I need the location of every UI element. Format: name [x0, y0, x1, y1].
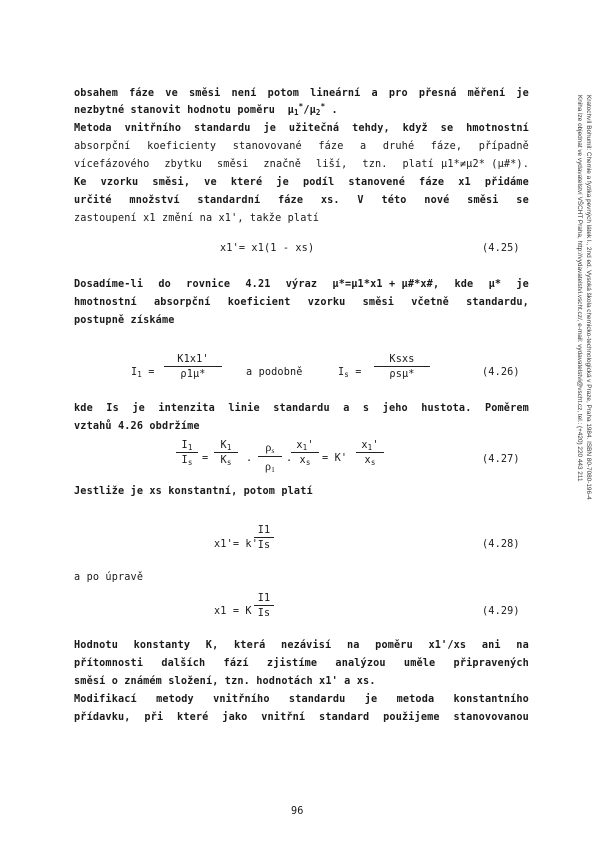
math-symbol: . — [286, 453, 293, 464]
math-sub: 1 — [137, 370, 142, 379]
word: tzn. — [362, 159, 388, 170]
word: když — [402, 123, 428, 134]
word: liší, — [316, 159, 348, 170]
word: se — [440, 123, 454, 134]
word: metody — [156, 694, 194, 705]
word: určité — [74, 195, 112, 206]
fraction-denominator: $\rho_1$ — [264, 459, 276, 474]
text-line: směsí o známém složení, tzn. hodnotách x1' a xs. — [74, 676, 376, 687]
math-symbol: . — [246, 453, 253, 464]
fraction — [254, 525, 274, 551]
word: x1'/xs — [428, 640, 467, 651]
math-sub: s — [344, 370, 349, 379]
word: přesná — [418, 88, 457, 99]
word: standardu, — [466, 297, 529, 308]
fraction — [254, 593, 274, 619]
math-symbol: /μ — [303, 105, 316, 116]
text-line — [74, 141, 529, 152]
equation-4-29-lhs: x1 = K — [214, 606, 252, 617]
math-symbol: μ — [287, 105, 294, 116]
side-citation-line-1: Kratochvíl Bohumil: Chemie a fyzika pevných látek I., 2nd ed. Vysoká škola chemicko-technologická v Praze, Praha 1984. ISBN 80-7080-196-4 — [585, 95, 592, 500]
math-symbol: . — [331, 105, 338, 116]
word: je — [276, 177, 289, 188]
word: metoda — [396, 694, 435, 705]
word: které — [177, 712, 209, 723]
equation-number: (4.25) — [482, 243, 520, 254]
word: výraz — [285, 279, 318, 290]
word: linie — [228, 403, 260, 414]
word: ve — [204, 177, 217, 188]
word: fáze — [129, 88, 155, 99]
text-line: Jestliže je xs konstantní, potom platí — [74, 486, 313, 497]
math-sup: * — [298, 102, 304, 111]
word: stanovené — [348, 177, 405, 188]
math-symbol: I — [181, 455, 188, 466]
word: dalších — [161, 658, 206, 669]
math-sub: s — [187, 458, 193, 467]
word: konstantního — [453, 694, 529, 705]
word: jako — [222, 712, 248, 723]
word: koeficient — [227, 297, 291, 308]
word: Is — [106, 403, 119, 414]
text-line — [74, 712, 529, 723]
word: Poměrem — [484, 403, 529, 414]
text-line — [74, 88, 529, 99]
fraction-numerator: Ksxs — [389, 354, 415, 365]
equation-4-26-lhs-2 — [338, 367, 362, 378]
math-sub: 2 — [315, 108, 321, 117]
word: poměru — [375, 640, 413, 651]
word: jeho — [382, 403, 408, 414]
equation-number: (4.28) — [482, 539, 520, 550]
word: tehdy, — [352, 123, 390, 134]
word: směsi — [362, 297, 395, 308]
word: použijeme — [383, 712, 440, 723]
fraction-denominator: $x_s$ — [299, 455, 311, 467]
word: měření — [467, 88, 506, 99]
word: stanovované — [232, 141, 302, 152]
word: užitečná — [288, 123, 340, 134]
fraction-denominator: ρsμ* — [389, 369, 415, 380]
word: rovnice — [186, 279, 231, 290]
fraction — [258, 440, 282, 474]
word: V — [357, 195, 364, 206]
page-number: 96 — [291, 806, 304, 817]
fraction — [164, 354, 222, 380]
text-span: nezbytné stanovit hodnotu poměru — [74, 105, 276, 116]
word: absorpční — [74, 141, 131, 152]
text-line: zastoupení x1 změní na x1', takže platí — [74, 213, 320, 224]
word: přídavku, — [74, 712, 131, 723]
word: které — [230, 177, 263, 188]
text-line: vztahů 4.26 obdržíme — [74, 421, 200, 432]
equation-number: (4.29) — [482, 606, 520, 617]
word: připravených — [453, 658, 529, 669]
word: fáze — [318, 141, 344, 152]
word: fází — [223, 658, 249, 669]
text-line — [74, 279, 529, 290]
fraction-denominator — [176, 453, 198, 466]
word: stanovovanou — [453, 712, 529, 723]
word: intenzita — [158, 403, 215, 414]
text-span — [74, 159, 434, 170]
word: směsi — [467, 195, 499, 206]
fraction-numerator: K1x1' — [177, 354, 209, 365]
word: na — [516, 640, 529, 651]
word: a — [371, 88, 378, 99]
fraction-numerator — [176, 440, 198, 452]
text-line — [74, 177, 529, 188]
word: směsi — [217, 159, 249, 170]
math-symbol: I — [131, 367, 138, 378]
word: xs. — [320, 195, 340, 206]
word: která — [234, 640, 266, 651]
word: podíl — [302, 177, 335, 188]
word: Modifikací — [74, 694, 137, 705]
math-symbol: = K' — [322, 453, 348, 464]
math-sub: 1 — [187, 443, 193, 452]
text-line — [74, 102, 529, 117]
word: μ* — [488, 279, 502, 290]
word: vzorku — [100, 177, 139, 188]
word: absorpční — [154, 297, 211, 308]
word: standardu — [194, 123, 251, 134]
fraction — [176, 440, 198, 466]
side-citation — [575, 95, 592, 500]
word: vnitřního — [213, 694, 270, 705]
word: pro — [388, 88, 408, 99]
side-citation-line-2: Kniha lze objednat ve vydavatelství VŠCHT Praha, http://vydavatelstvi.vscht.cz/, e-mail: vydavatelstvi@vscht.cz, tel.: (+420) 220 443 211 — [576, 95, 584, 482]
word: koeficienty — [147, 141, 217, 152]
word: konstanty — [133, 640, 191, 651]
math-symbol: = — [355, 367, 362, 378]
math-ratio — [281, 102, 338, 117]
text-line — [74, 297, 529, 308]
fraction — [291, 440, 319, 466]
word: s — [362, 403, 370, 414]
word: zjistíme — [266, 658, 318, 669]
word: fáze — [277, 195, 304, 206]
word: standard — [319, 712, 370, 723]
word: fáze — [419, 177, 445, 188]
math-sub: 1 — [293, 108, 299, 117]
word: při — [144, 712, 164, 723]
word: K, — [205, 640, 219, 651]
fraction — [356, 440, 384, 466]
word: a — [343, 403, 350, 414]
word: kde — [454, 279, 474, 290]
math-symbol: = — [202, 453, 209, 464]
word: do — [158, 279, 171, 290]
fraction-numerator: $x_1'$ — [361, 440, 379, 452]
word: nezávisí — [281, 640, 332, 651]
word: včetně — [411, 297, 449, 308]
word: je — [516, 279, 529, 290]
fraction-numerator: I1 — [257, 593, 271, 604]
fraction-denominator: $K_s$ — [220, 455, 232, 467]
fraction-denominator: ρ1μ* — [180, 369, 206, 380]
word: vzorku — [307, 297, 346, 308]
word: zbytku — [164, 159, 203, 170]
word: této — [381, 195, 407, 206]
word: hustota. — [421, 403, 472, 414]
fraction-denominator: Is — [257, 608, 271, 619]
word: ve — [165, 88, 178, 99]
fraction-numerator: $\rho_s$ — [265, 440, 275, 455]
word: se — [516, 195, 529, 206]
word: je — [364, 694, 378, 705]
text-line — [74, 640, 529, 651]
word: fáze, — [430, 141, 463, 152]
equation-number: (4.27) — [482, 454, 520, 465]
word: směsi, — [152, 177, 191, 188]
fraction-numerator: $x_1'$ — [296, 440, 314, 452]
equation-4-27 — [176, 440, 379, 480]
text-line — [74, 123, 529, 134]
fraction-denominator: Is — [257, 540, 271, 551]
word: je — [132, 403, 145, 414]
word: přítomnosti — [74, 658, 144, 669]
word: přidáme — [484, 177, 529, 188]
word: lineární — [310, 88, 361, 99]
fraction-numerator: I1 — [257, 525, 271, 536]
math-inline: μ1*≠μ2* (μ#*). — [441, 159, 529, 170]
word: hmotnostní — [74, 297, 137, 308]
word: standardu — [288, 694, 346, 705]
word: vícefázového — [74, 159, 150, 170]
equation-4-26-lhs-1 — [131, 367, 155, 378]
fraction — [374, 354, 430, 380]
word: Ke — [74, 177, 87, 188]
math-symbol: I — [181, 440, 188, 451]
word: standardu — [273, 403, 330, 414]
math-symbol: I — [338, 367, 345, 378]
word: Dosadíme-li — [74, 279, 144, 290]
word: není — [231, 88, 257, 99]
word: Metoda — [74, 123, 112, 134]
equation-4-28-lhs: x1'= k' — [214, 539, 258, 550]
fraction-denominator: $x_s$ — [364, 455, 376, 467]
text-line — [74, 694, 529, 705]
word: μ*=μ1*x1 + μ#*x#, — [332, 279, 440, 290]
word: směsi — [188, 88, 221, 99]
word: vnitřního — [124, 123, 182, 134]
word: ani — [481, 640, 501, 651]
word: analýzou — [335, 658, 386, 669]
word: je — [263, 123, 277, 134]
word: a — [360, 141, 367, 152]
word: značně — [263, 159, 302, 170]
text-line — [74, 159, 529, 170]
word: případně — [478, 141, 529, 152]
math-sup: * — [320, 102, 326, 111]
word: 4.21 — [245, 279, 271, 290]
text-line: postupně získáme — [74, 315, 175, 326]
word: hmotnostní — [466, 123, 529, 134]
word: potom — [267, 88, 300, 99]
fraction-numerator: $K_1$ — [220, 440, 232, 452]
equation-4-25: x1'= x1(1 - xs) — [220, 243, 315, 254]
math-symbol: = — [148, 367, 155, 378]
word: množství — [129, 195, 180, 206]
word: vnitřní — [261, 712, 306, 723]
word: obsahem — [74, 88, 118, 99]
text-line — [74, 403, 529, 414]
word: uměle — [403, 658, 436, 669]
equation-connector: a podobně — [246, 367, 303, 378]
text-line — [74, 658, 529, 669]
text-line — [74, 195, 529, 206]
fraction — [214, 440, 238, 466]
word: platí — [402, 159, 434, 170]
word: druhé — [382, 141, 415, 152]
text-line: a po úpravě — [74, 572, 144, 583]
word: kde — [74, 403, 93, 414]
word: je — [516, 88, 529, 99]
word: Hodnotu — [74, 640, 118, 651]
word: standardní — [197, 195, 261, 206]
equation-number: (4.26) — [482, 367, 520, 378]
word: na — [346, 640, 360, 651]
word: nové — [424, 195, 450, 206]
word: x1 — [458, 177, 471, 188]
